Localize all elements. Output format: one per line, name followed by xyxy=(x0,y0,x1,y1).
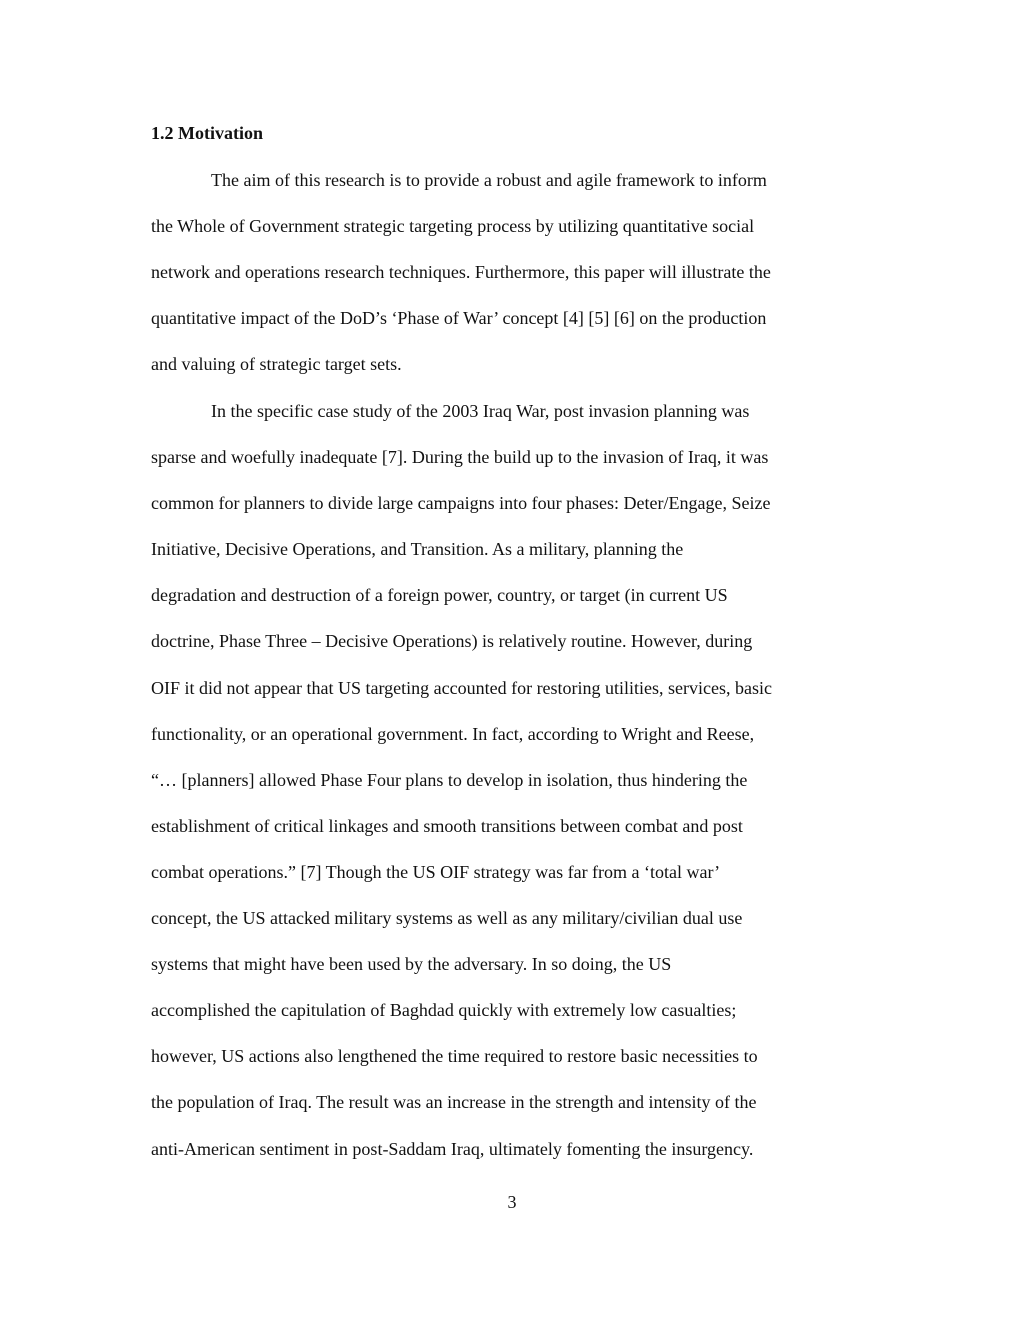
paragraph-1-line-4: quantitative impact of the DoD’s ‘Phase of War’ concept [4] [5] [6] on the production xyxy=(151,308,767,328)
paragraph-2-line-17: anti-American sentiment in post-Saddam Iraq, ultimately fomenting the insurgency. xyxy=(151,1139,754,1159)
paragraph-2-line-7: OIF it did not appear that US targeting accounted for restoring utilities, services, basic xyxy=(151,678,773,698)
paragraph-1-line-2: the Whole of Government strategic targeting process by utilizing quantitative social xyxy=(151,216,755,236)
paragraph-2-line-13: systems that might have been used by the adversary. In so doing, the US xyxy=(151,954,672,974)
paragraph-2-line-15: however, US actions also lengthened the time required to restore basic necessities to xyxy=(151,1046,758,1066)
paragraph-2-line-12: concept, the US attacked military systems as well as any military/civilian dual use xyxy=(151,908,743,928)
paragraph-1-line-3: network and operations research techniques. Furthermore, this paper will illustrate the xyxy=(151,262,771,282)
paragraph-2-line-4: Initiative, Decisive Operations, and Transition. As a military, planning the xyxy=(151,539,684,559)
paragraph-2-line-9: “… [planners] allowed Phase Four plans to develop in isolation, thus hindering the xyxy=(151,770,748,790)
paragraph-1-line-1: The aim of this research is to provide a robust and agile framework to inform xyxy=(211,170,767,190)
paragraph-2-line-3: common for planners to divide large campaigns into four phases: Deter/Engage, Seize xyxy=(151,493,771,513)
paragraph-2-line-14: accomplished the capitulation of Baghdad quickly with extremely low casualties; xyxy=(151,1000,737,1020)
paragraph-2-line-6: doctrine, Phase Three – Decisive Operations) is relatively routine. However, during xyxy=(151,631,753,651)
paragraph-1-line-5: and valuing of strategic target sets. xyxy=(151,354,402,374)
section-heading: 1.2 Motivation xyxy=(151,123,263,143)
paragraph-2-line-11: combat operations.” [7] Though the US OIF strategy was far from a ‘total war’ xyxy=(151,862,721,882)
page-number: 3 xyxy=(507,1192,517,1212)
paragraph-2-line-10: establishment of critical linkages and smooth transitions between combat and post xyxy=(151,816,743,836)
paragraph-2-line-5: degradation and destruction of a foreign power, country, or target (in current US xyxy=(151,585,728,605)
paragraph-2-line-1: In the specific case study of the 2003 Iraq War, post invasion planning was xyxy=(211,401,750,421)
paragraph-2-line-16: the population of Iraq. The result was an increase in the strength and intensity of the xyxy=(151,1092,757,1112)
paragraph-2-line-8: functionality, or an operational government. In fact, according to Wright and Reese, xyxy=(151,724,755,744)
paragraph-2-line-2: sparse and woefully inadequate [7]. During the build up to the invasion of Iraq, it was xyxy=(151,447,769,467)
